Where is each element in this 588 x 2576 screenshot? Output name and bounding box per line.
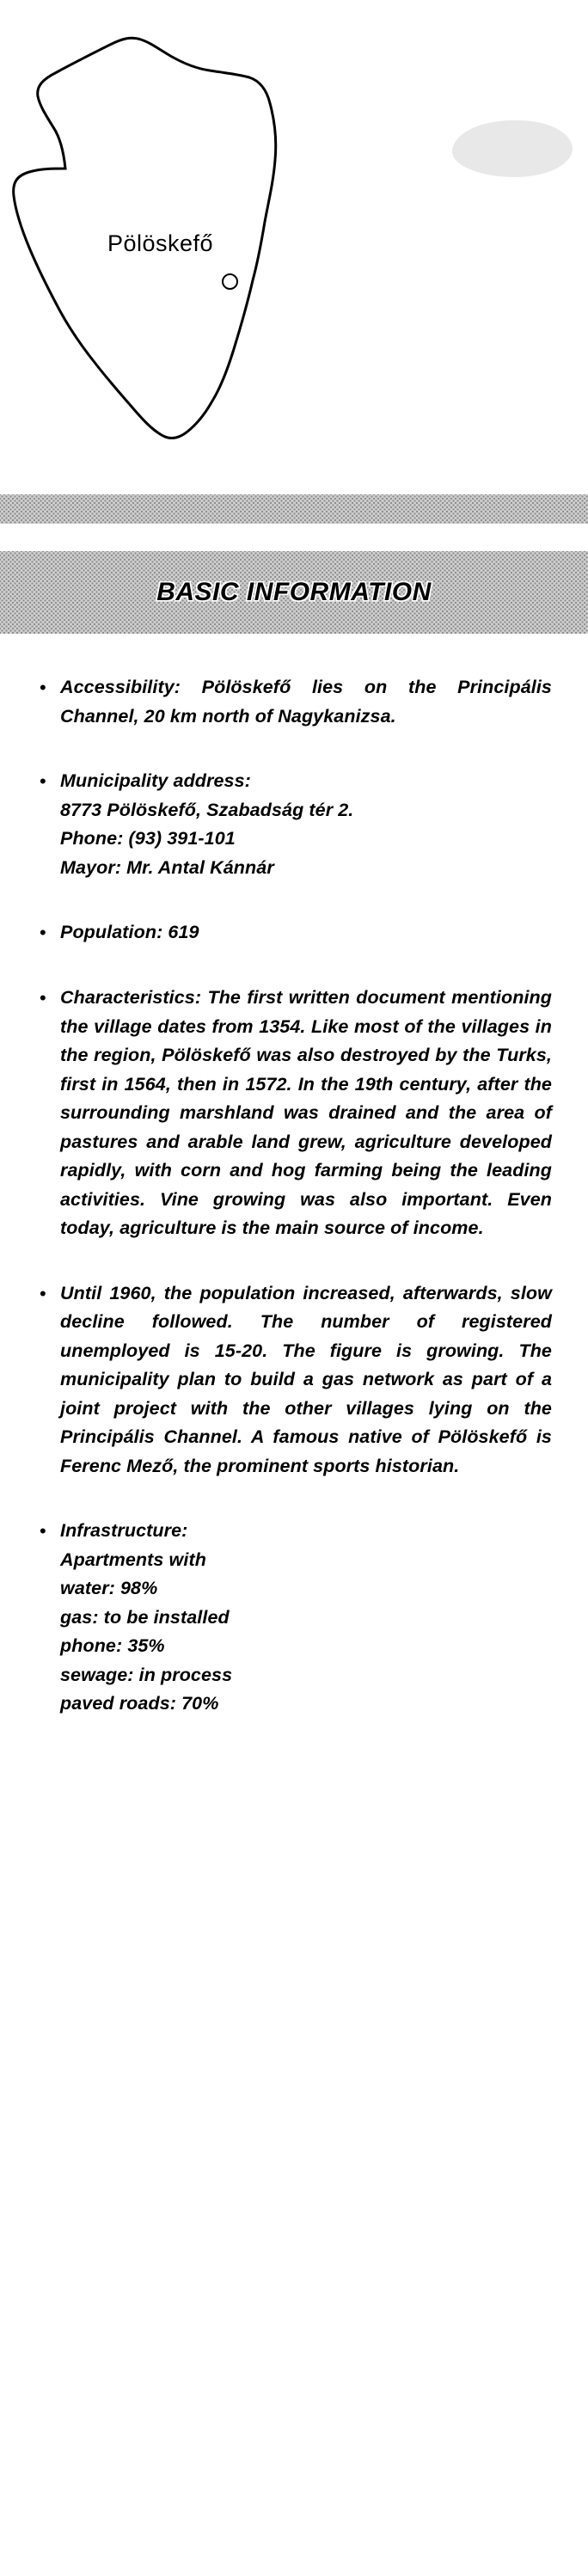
infrastructure-phone: phone: 35% xyxy=(60,1635,165,1656)
population-trend-text: Until 1960, the population increased, afterwards, slow decline followed. The number of registered unemployed is 15-20. The figure is growing. The municipality plan to build a gas network as part of a joint project with the other villages lying on the Principális Channel. A famous native of Pölöskefő is Ferenc Mező, the prominent sports historian. xyxy=(60,1282,552,1476)
halftone-divider-bar xyxy=(0,494,588,524)
bullet-icon: • xyxy=(40,1282,46,1304)
infrastructure-sewage: sewage: in process xyxy=(60,1664,233,1685)
information-list xyxy=(0,673,588,1719)
mayor-line: Mayor: Mr. Antal Kánnár xyxy=(60,856,274,878)
bullet-icon: • xyxy=(40,677,46,698)
bullet-icon: • xyxy=(40,922,46,943)
bullet-icon: • xyxy=(40,987,46,1009)
bullet-icon: • xyxy=(40,1520,46,1542)
village-map xyxy=(0,0,588,494)
list-item-population xyxy=(36,918,552,948)
infrastructure-subheading: Apartments with xyxy=(60,1549,206,1570)
village-name-label: Pölöskefő xyxy=(107,230,214,256)
municipality-address-block xyxy=(60,767,552,882)
page-title: BASIC INFORMATION xyxy=(156,578,432,606)
list-item-characteristics xyxy=(36,984,552,1243)
village-marker-icon xyxy=(222,273,238,290)
list-item-accessibility xyxy=(36,673,552,731)
infrastructure-water: water: 98% xyxy=(60,1578,158,1598)
bullet-icon: • xyxy=(40,770,46,792)
list-item-municipality-address xyxy=(36,767,552,882)
infrastructure-gas: gas: to be installed xyxy=(60,1606,230,1628)
village-boundary-outline xyxy=(0,0,588,494)
infrastructure-heading: Infrastructure: xyxy=(60,1520,188,1541)
characteristics-text: Characteristics: The first written document mentioning the village dates from 1354. Like most of the villages in the region, Pölöskefő was also destroyed by the Turks, first in 1564, then in 1572. In the 19th century, after the surrounding marshland was drained and the area of pastures and arable land grew, agriculture developed rapidly, with corn and hog farming being the leading activities. Vine growing was also important. Even today, agriculture is the main source of income. xyxy=(60,987,552,1238)
infrastructure-block xyxy=(60,1517,552,1719)
spacer xyxy=(0,524,588,551)
address-line: 8773 Pölöskefő, Szabadság tér 2. xyxy=(60,799,354,820)
phone-line: Phone: (93) 391-101 xyxy=(60,828,236,849)
accessibility-text: Accessibility: Pölöskefő lies on the Principális Channel, 20 km north of Nagykanizsa. xyxy=(60,677,552,727)
address-line: Municipality address: xyxy=(60,770,251,791)
list-item-population-trend xyxy=(36,1279,552,1481)
list-item-infrastructure xyxy=(36,1517,552,1719)
section-title-band xyxy=(0,551,588,634)
population-text: Population: 619 xyxy=(60,922,199,942)
infrastructure-paved-roads: paved roads: 70% xyxy=(60,1693,219,1714)
